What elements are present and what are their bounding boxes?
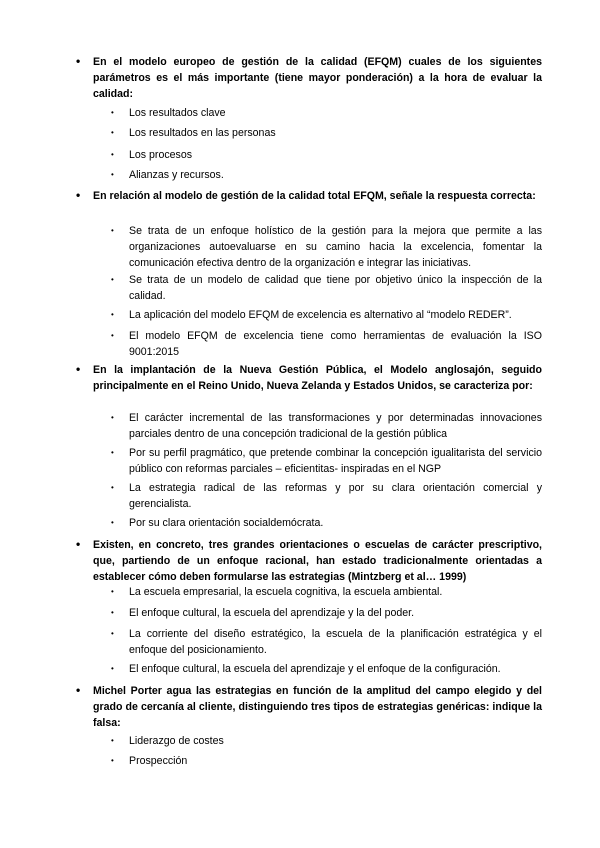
option-bullet: • bbox=[111, 226, 114, 235]
question-bullet: • bbox=[76, 362, 81, 376]
option-bullet: • bbox=[111, 128, 114, 137]
option-text: Se trata de un modelo de calidad que tiene por objetivo único la inspección de la calidad. bbox=[129, 274, 542, 302]
option-2-1 bbox=[111, 223, 542, 271]
option-bullet: • bbox=[111, 736, 114, 745]
option-text: Los resultados clave bbox=[129, 107, 226, 119]
option-text: Liderazgo de costes bbox=[129, 735, 224, 747]
option-text: La estrategia radical de las reformas y por su clara orientación comercial y gerencialista. bbox=[129, 482, 542, 510]
option-1-4 bbox=[111, 167, 542, 183]
option-3-4 bbox=[111, 515, 542, 531]
option-4-2 bbox=[111, 605, 542, 621]
question-bullet: • bbox=[76, 683, 81, 697]
option-1-2 bbox=[111, 125, 542, 141]
option-text: Por su perfil pragmático, que pretende combinar la concepción igualitarista del servicio público con reformas parciales – eficientitas- inspiradas en el NGP bbox=[129, 447, 542, 475]
option-bullet: • bbox=[111, 310, 114, 319]
option-text: La aplicación del modelo EFQM de excelencia es alternativo al “modelo REDER”. bbox=[129, 309, 512, 321]
question-bullet: • bbox=[76, 537, 81, 551]
option-bullet: • bbox=[111, 448, 114, 457]
option-4-4 bbox=[111, 661, 542, 677]
question-2 bbox=[76, 188, 542, 204]
option-text: El enfoque cultural, la escuela del aprendizaje y la del poder. bbox=[129, 607, 415, 619]
option-bullet: • bbox=[111, 756, 114, 765]
option-text: Por su clara orientación socialdemócrata. bbox=[129, 517, 324, 529]
question-5 bbox=[76, 683, 542, 731]
question-bullet: • bbox=[76, 54, 81, 68]
option-text: El modelo EFQM de excelencia tiene como herramientas de evaluación la ISO 9001:2015 bbox=[129, 330, 542, 358]
option-3-2 bbox=[111, 445, 542, 477]
option-2-4 bbox=[111, 328, 542, 360]
option-bullet: • bbox=[111, 587, 114, 596]
option-bullet: • bbox=[111, 331, 114, 340]
option-text: Se trata de un enfoque holístico de la gestión para la mejora que permite a las organizaciones autoevaluarse en su camino hacia la excelencia, fomentar la comunicación efectiva dentro de la organización e integrar las iniciativas. bbox=[129, 225, 542, 269]
option-text: El enfoque cultural, la escuela del aprendizaje y el enfoque de la configuración. bbox=[129, 663, 501, 675]
option-bullet: • bbox=[111, 664, 114, 673]
question-text: Michel Porter agua las estrategias en función de la amplitud del campo elegido y del grado de cercanía al cliente, distinguiendo tres tipos de estrategias genéricas: indique la falsa: bbox=[93, 685, 542, 729]
option-4-1 bbox=[111, 584, 542, 600]
option-3-3 bbox=[111, 480, 542, 512]
option-text: La escuela empresarial, la escuela cognitiva, la escuela ambiental. bbox=[129, 586, 443, 598]
option-5-2 bbox=[111, 753, 542, 769]
option-1-1 bbox=[111, 105, 542, 121]
option-bullet: • bbox=[111, 275, 114, 284]
option-5-1 bbox=[111, 733, 542, 749]
option-bullet: • bbox=[111, 608, 114, 617]
option-4-3 bbox=[111, 626, 542, 658]
option-3-1 bbox=[111, 410, 542, 442]
option-2-3 bbox=[111, 307, 542, 323]
option-bullet: • bbox=[111, 413, 114, 422]
question-text: Existen, en concreto, tres grandes orientaciones o escuelas de carácter prescriptivo, que, partiendo de un enfoque racional, han estado tradicionalmente orientadas a establecer cómo deben formularse las estrategias (Mintzberg et al… 1999) bbox=[93, 539, 542, 583]
question-text: En el modelo europeo de gestión de la calidad (EFQM) cuales de los siguientes parámetros es el más importante (tiene mayor ponderación) a la hora de evaluar la calidad: bbox=[93, 56, 542, 100]
option-text: El carácter incremental de las transformaciones y por determinadas innovaciones parciales dentro de una concepción tradicional de la gestión pública bbox=[129, 412, 542, 440]
question-text: En relación al modelo de gestión de la calidad total EFQM, señale la respuesta correcta: bbox=[93, 190, 536, 202]
option-bullet: • bbox=[111, 170, 114, 179]
option-bullet: • bbox=[111, 483, 114, 492]
option-bullet: • bbox=[111, 108, 114, 117]
option-2-2 bbox=[111, 272, 542, 304]
question-3 bbox=[76, 362, 542, 394]
question-1 bbox=[76, 54, 542, 102]
option-1-3 bbox=[111, 147, 542, 163]
option-bullet: • bbox=[111, 629, 114, 638]
question-4 bbox=[76, 537, 542, 585]
option-text: Los procesos bbox=[129, 149, 193, 161]
option-text: Prospección bbox=[129, 755, 188, 767]
question-bullet: • bbox=[76, 188, 81, 202]
option-text: Los resultados en las personas bbox=[129, 127, 276, 139]
option-bullet: • bbox=[111, 150, 114, 159]
option-bullet: • bbox=[111, 518, 114, 527]
option-text: La corriente del diseño estratégico, la escuela de la planificación estratégica y el enfoque del posicionamiento. bbox=[129, 628, 542, 656]
option-text: Alianzas y recursos. bbox=[129, 169, 224, 181]
question-text: En la implantación de la Nueva Gestión Pública, el Modelo anglosajón, seguido principalmente en el Reino Unido, Nueva Zelanda y Estados Unidos, se caracteriza por: bbox=[93, 364, 542, 392]
